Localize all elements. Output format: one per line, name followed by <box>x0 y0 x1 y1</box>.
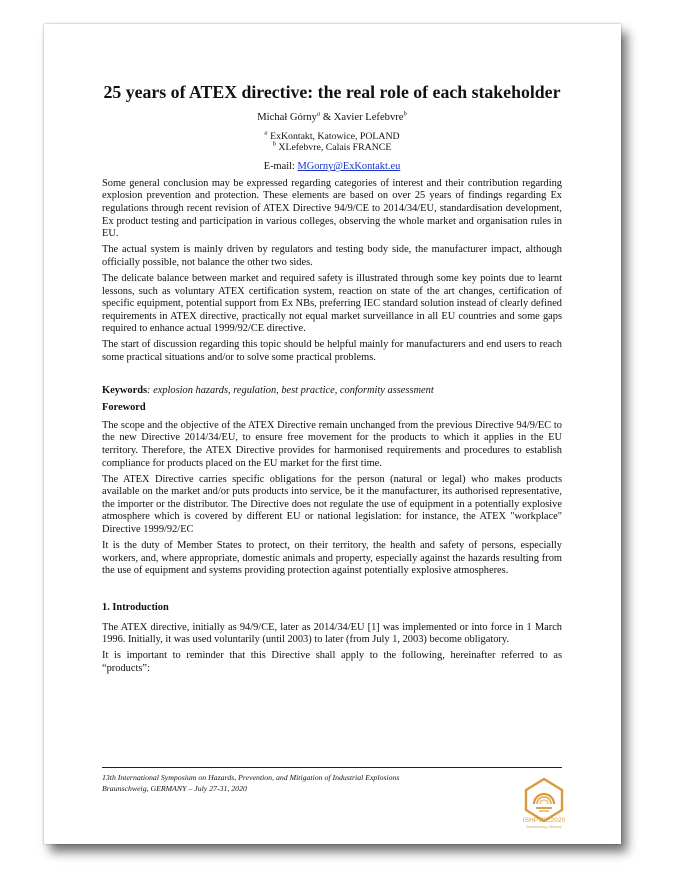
foreword-heading: Foreword <box>102 402 146 414</box>
page-content <box>102 82 562 679</box>
introduction-paragraph: The ATEX directive, initially as 94/9/CE, later as 2014/34/EU [1] was implemented or into force in 1 March 1996. Initially, it was used voluntarily (until 2003) to later (from July 1, 2003) become obligatory. <box>102 621 562 646</box>
introduction-paragraph: It is important to reminder that this Directive shall apply to the following, hereinafter referred to as “products”: <box>102 650 562 674</box>
abstract-paragraph: Some general conclusion may be expressed regarding categories of interest and their contribution regarding explosion prevention and protection. These elements are based on over 25 years of findings regarding Ex regulations through recent revision of ATEX Directive 94/9/CE to 2014/34/EU, standardisation development, Ex product testing and participation in various colleges, observing the whole market and organisation rules in EU. <box>102 177 562 240</box>
author-line <box>102 112 562 125</box>
foreword-paragraph: The ATEX Directive carries specific obligations for the person (natural or legal) who makes products available on the market and/or puts products into service, be it the manufacturer, its authorised representative, the importer or the distributor. The Directive does not regulate the use of equipment in a potentially explosive atmosphere which is covered by different EU or national legislation: for instance, the ATEX "workplace" Directive 1999/92/EC <box>102 473 562 536</box>
author-lefebvre: Xavier Lefebvre <box>333 112 404 123</box>
abstract <box>102 178 562 365</box>
author-separator: & <box>320 112 334 123</box>
foreword-body <box>102 420 562 578</box>
paper-page <box>44 24 621 844</box>
author-gorny: Michał Górny <box>257 112 317 123</box>
author-lefebvre-affil-mark: b <box>403 110 407 118</box>
affiliation-b <box>102 142 562 154</box>
logo-text: ISHPMIE2020 <box>522 817 566 824</box>
affiliation-b-text: XLefebvre, Calais FRANCE <box>278 142 392 154</box>
email-link[interactable]: MGorny@ExKontakt.eu <box>297 161 401 173</box>
foreword-paragraph: The scope and the objective of the ATEX Directive remain unchanged from the previous Directive 94/9/EC to the new Directive 2014/34/EU, to ensure free movement for the products to which it applies in the EU territory. Therefore, the ATEX Directive provides for harmonised requirements and procedures to establish compliance for products placed on the EU market for the first time. <box>102 419 562 469</box>
introduction-body <box>102 622 562 676</box>
affiliation-a-mark: a <box>264 129 268 137</box>
affiliation-a-text: ExKontakt, Katowice, POLAND <box>270 130 400 142</box>
keywords-line <box>102 385 562 398</box>
email-line <box>102 161 562 174</box>
paper-title: 25 years of ATEX directive: the real role of each stakeholder <box>103 82 561 102</box>
keywords-label: Keywords <box>102 384 148 396</box>
foreword-paragraph: It is the duty of Member States to protect, on their territory, the health and safety of persons, especially workers, and, where appropriate, domestic animals and property, especially against the hazards resulting from the use of equipment and systems providing protection against potentially explosive atmospheres. <box>102 540 562 577</box>
email-label: E-mail: <box>263 161 298 173</box>
abstract-paragraph: The delicate balance between market and required safety is illustrated through some key points due to learnt lessons, such as voluntary ATEX certification system, reaction on state of the art changes, certification of specific equipment, potential support from Ex NBs, preferring IEC standard solution instead of clearly defined requirements in ATEX directive, practically not equal market surveillance in all EU countries and some gaps required to enhance actual 1999/92/CE directive. <box>102 272 562 335</box>
section-introduction-heading: 1. Introduction <box>102 601 169 613</box>
affiliation-a <box>102 131 562 143</box>
conference-footer <box>102 767 562 794</box>
affiliations <box>102 131 562 155</box>
abstract-paragraph: The actual system is mainly driven by regulators and testing body side, the manufacturer impact, although officially possible, not balance the other two sides. <box>102 244 562 268</box>
logo-subtext: Braunschweig, Germany <box>526 825 562 829</box>
footer-line-2: Braunschweig, GERMANY – July 27-31, 2020 <box>102 783 247 793</box>
abstract-paragraph: The start of discussion regarding this topic should be helpful mainly for manufacturers and end users to reach some practical situations and/or to solve some practical problems. <box>102 339 562 363</box>
footer-line-1: 13th International Symposium on Hazards, Prevention, and Mitigation of Industrial Explosions <box>102 773 400 782</box>
affiliation-b-mark: b <box>272 141 276 149</box>
keywords-text: : explosion hazards, regulation, best practice, conformity assessment <box>147 384 434 396</box>
author-gorny-affil-mark: a <box>316 110 321 118</box>
